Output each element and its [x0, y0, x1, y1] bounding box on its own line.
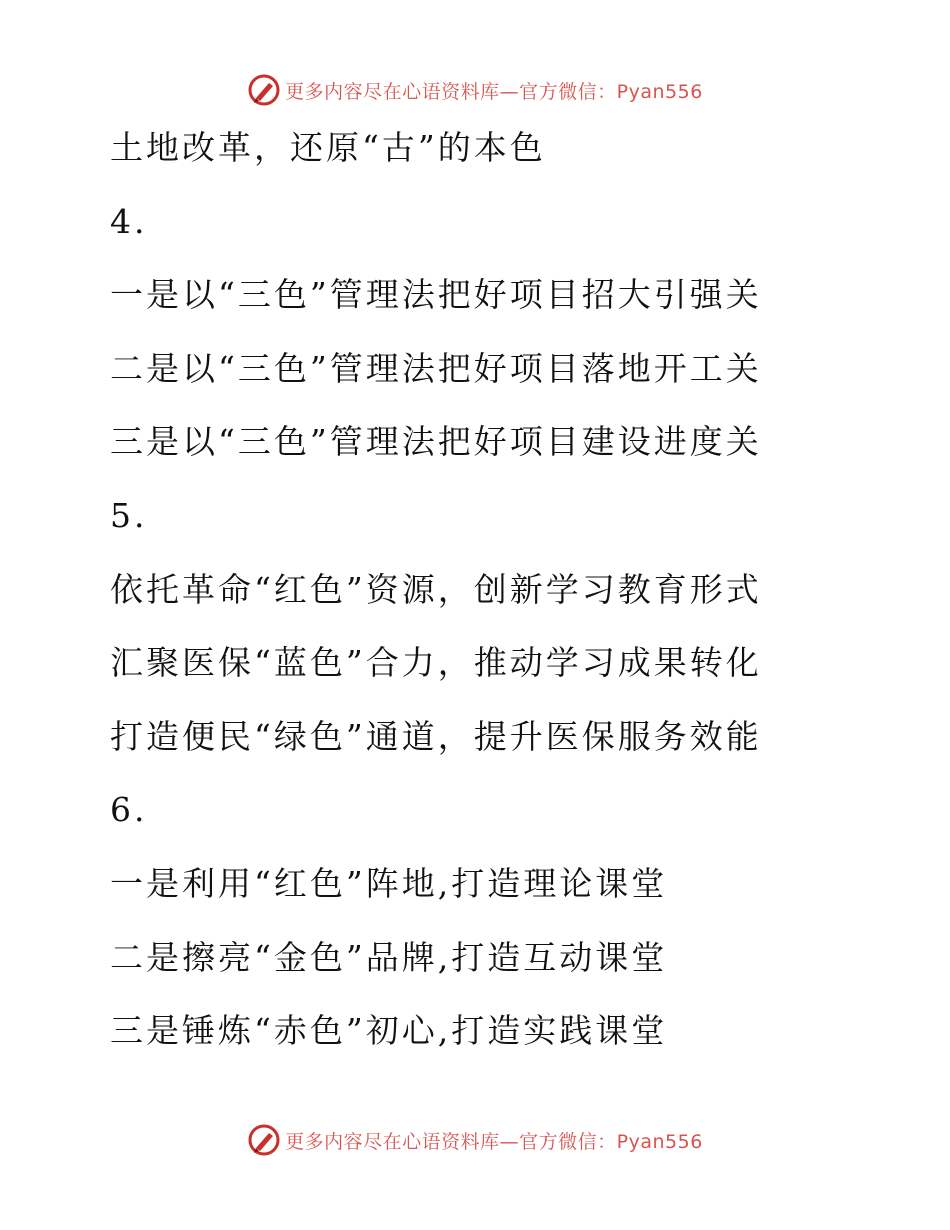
- section-number-5: 5.: [110, 495, 148, 535]
- text-line: 打造便民“绿色”通道，提升医保服务效能: [110, 716, 762, 756]
- watermark-text: 更多内容尽在心语资料库—官方微信：Pyan556: [285, 80, 703, 103]
- text-line: 依托革命“红色”资源，创新学习教育形式: [110, 569, 762, 609]
- text-line: 一是利用“红色”阵地,打造理论课堂: [110, 863, 668, 903]
- pen-logo-icon: [247, 73, 281, 107]
- footer-watermark: [0, 1122, 950, 1158]
- text-line: 二是擦亮“金色”品牌,打造互动课堂: [110, 937, 668, 977]
- document-body: [110, 118, 890, 1075]
- pen-logo-icon: [247, 1123, 281, 1157]
- heading-land-reform: 土地改革，还原“古”的本色: [110, 128, 546, 167]
- text-line: 二是以“三色”管理法把好项目落地开工关: [110, 348, 762, 388]
- text-line: 三是以“三色”管理法把好项目建设进度关: [110, 422, 762, 462]
- text-line: 一是以“三色”管理法把好项目招大引强关: [110, 275, 762, 315]
- text-line: 汇聚医保“蓝色”合力，推动学习成果转化: [110, 643, 762, 683]
- section-number-6: 6.: [110, 790, 148, 830]
- header-watermark: [0, 72, 950, 108]
- section-number-4: 4.: [110, 201, 148, 241]
- watermark-text: 更多内容尽在心语资料库—官方微信：Pyan556: [285, 1130, 703, 1153]
- text-line: 三是锤炼“赤色”初心,打造实践课堂: [110, 1011, 668, 1051]
